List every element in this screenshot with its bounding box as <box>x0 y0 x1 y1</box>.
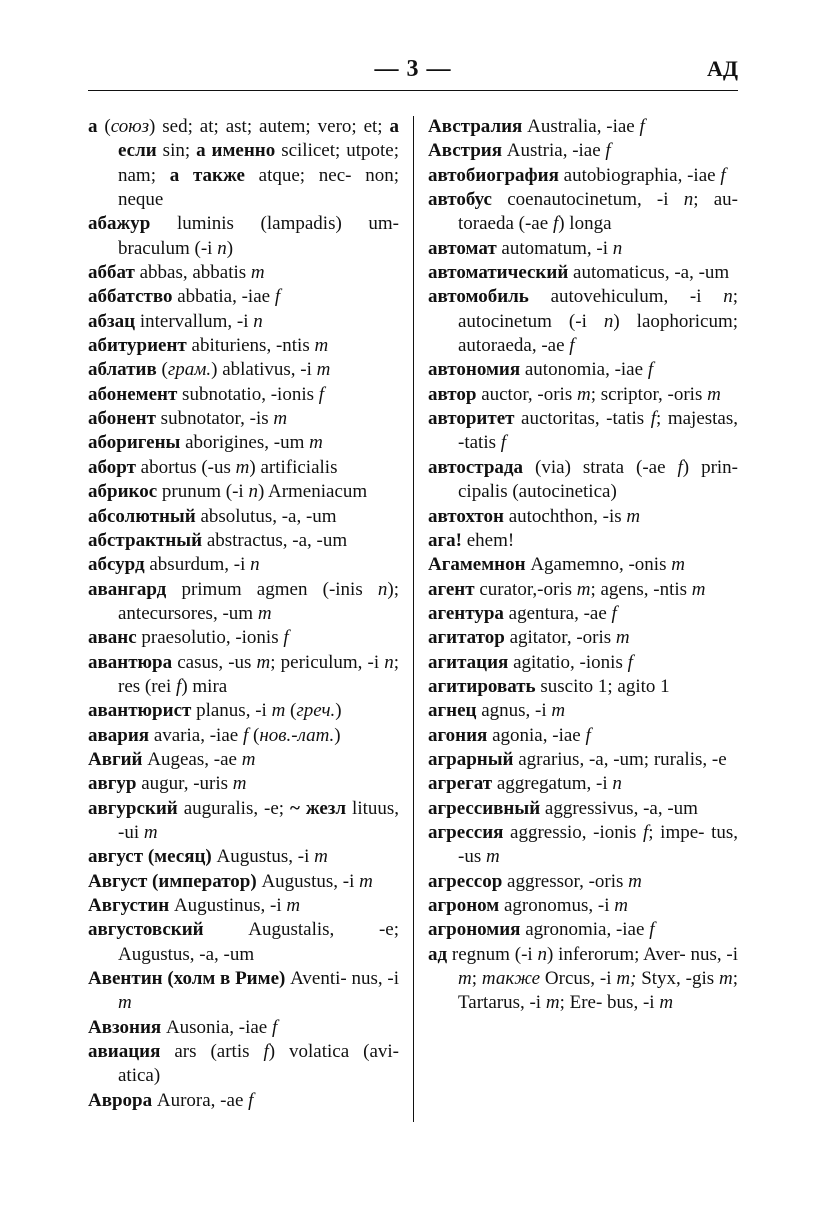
headword: агроном <box>428 895 500 916</box>
headword: авантюра <box>88 651 173 673</box>
headword: авторитет <box>428 408 515 430</box>
translation: (грам.) ablativus, -i m <box>161 359 331 381</box>
headword: агитировать <box>428 675 536 697</box>
headword: автомобиль <box>428 286 529 308</box>
dictionary-entry <box>428 456 738 505</box>
translation: auctoritas, -tatis f; majestas, -tatis f <box>458 408 738 454</box>
headword: агент <box>428 578 475 600</box>
column-divider <box>413 116 414 1122</box>
translation: Ausonia, -iae f <box>165 1016 278 1038</box>
headword: автоматический <box>428 262 569 284</box>
dictionary-entry <box>428 651 738 675</box>
translation: autobiographia, -iae f <box>563 164 726 186</box>
headword: абзац <box>88 310 136 332</box>
headword: автохтон <box>428 505 504 527</box>
headword: Август (император) <box>88 870 257 892</box>
headword: аббат <box>88 262 135 284</box>
dictionary-entry <box>88 480 399 504</box>
dictionary-entry <box>428 772 738 796</box>
dictionary-entry <box>88 383 399 407</box>
translation: (via) strata (-ae f) prin- cipalis (autocinetica) <box>458 456 738 503</box>
dictionary-entry <box>428 602 738 626</box>
translation: Augustinus, -i m <box>173 895 301 916</box>
translation: agonia, -iae f <box>492 724 591 746</box>
dictionary-entry <box>88 699 399 723</box>
translation: ars (artis f) volatica (avi- atica) <box>118 1041 399 1087</box>
dictionary-entry <box>428 529 738 553</box>
dictionary-entry <box>428 748 738 772</box>
headword: автобиография <box>428 164 559 186</box>
headword: агрессивный <box>428 797 541 819</box>
headword: ад <box>428 943 448 965</box>
translation: prunum (-i n) Armeniacum <box>161 481 368 503</box>
right-column <box>428 115 738 1016</box>
translation: absurdum, -i n <box>149 554 260 576</box>
translation: (союз) sed; at; ast; autem; vero; et; а если sin; а именно scilicet; utpote; nam; а также atque; nec- non; neque <box>104 116 400 211</box>
headword: агнец <box>428 700 477 722</box>
headword: а <box>88 116 98 137</box>
translation: luminis (lampadis) um- braculum (-i n) <box>118 213 399 259</box>
translation: agronomia, -iae f <box>525 919 655 941</box>
headword: агония <box>428 724 488 746</box>
headword: абсолютный <box>88 505 196 527</box>
headword: агрегат <box>428 773 493 795</box>
dictionary-entry <box>88 553 399 577</box>
headword: автор <box>428 383 477 405</box>
page-header <box>88 52 738 88</box>
translation: aggressor, -oris m <box>507 870 642 892</box>
header-rule <box>88 90 738 91</box>
headword: аграрный <box>428 748 514 770</box>
translation: abortus (-us m) artificialis <box>140 456 338 478</box>
headword: август (месяц) <box>88 846 212 868</box>
translation: aggressivus, -a, -um <box>544 797 698 819</box>
headword: Августин <box>88 895 170 916</box>
headword: Авентин (холм в Риме) <box>88 968 286 990</box>
translation: abbatia, -iae f <box>177 286 281 308</box>
headword: агрессия <box>428 821 504 843</box>
dictionary-entry <box>88 261 399 285</box>
dictionary-entry <box>88 772 399 796</box>
dictionary-entry <box>88 1040 399 1089</box>
dictionary-entry <box>428 164 738 188</box>
headword: аванс <box>88 627 137 649</box>
dictionary-entry <box>88 845 399 869</box>
translation: subnotatio, -ionis f <box>182 383 325 405</box>
translation: Aventi- nus, -i m <box>118 968 400 1014</box>
headword: авария <box>88 724 150 746</box>
headword: агитация <box>428 651 509 673</box>
dictionary-entry <box>88 651 399 700</box>
dictionary-entry <box>88 212 399 261</box>
translation: abituriens, -ntis m <box>191 335 329 357</box>
headword: Австрия <box>428 140 503 162</box>
dictionary-entry <box>88 748 399 772</box>
translation: Augeas, -ae m <box>147 748 256 770</box>
dictionary-entry <box>428 188 738 237</box>
headword: авиация <box>88 1041 161 1063</box>
dictionary-entry <box>88 724 399 748</box>
headword: абонент <box>88 408 156 430</box>
left-column <box>88 115 399 1113</box>
translation: autochthon, -is m <box>508 505 641 527</box>
dictionary-entry <box>88 529 399 553</box>
dictionary-entry <box>428 237 738 261</box>
dictionary-entry <box>88 1016 399 1040</box>
dictionary-entry <box>428 797 738 821</box>
headword: абонемент <box>88 383 178 405</box>
headword: агитатор <box>428 627 505 649</box>
translation: praesolutio, -ionis f <box>141 627 289 649</box>
translation: Aurora, -ae f <box>156 1089 254 1111</box>
translation: Austria, -iae f <box>506 140 611 162</box>
running-head: АД <box>706 56 738 81</box>
dictionary-entry <box>428 407 738 456</box>
translation: casus, -us m; periculum, -i n; res (rei f) mira <box>118 651 399 697</box>
dictionary-entry <box>428 675 738 699</box>
headword: абажур <box>88 213 151 235</box>
dictionary-entry <box>88 505 399 529</box>
headword: августовский <box>88 919 204 941</box>
translation: curator,-oris m; agens, -ntis m <box>479 578 706 600</box>
translation: avaria, -iae f (нов.-лат.) <box>153 724 341 746</box>
translation: planus, -i m (греч.) <box>196 700 342 722</box>
dictionary-entry <box>88 578 399 627</box>
translation: abstractus, -a, -um <box>206 529 348 551</box>
translation: aggressio, -ionis f; impe- tus, -us m <box>458 821 738 868</box>
dictionary-entry <box>428 626 738 650</box>
headword: аборигены <box>88 432 181 454</box>
headword: абрикос <box>88 481 158 503</box>
dictionary-entry <box>428 894 738 918</box>
dictionary-entry <box>428 943 738 1016</box>
translation: agitator, -oris m <box>509 627 630 649</box>
translation: suscito 1; agito 1 <box>540 675 670 697</box>
translation: Augustalis, -e; Augustus, -a, -um <box>118 919 399 965</box>
headword: абстрактный <box>88 529 203 551</box>
dictionary-entry <box>428 821 738 870</box>
translation: auctor, -oris m; scriptor, -oris m <box>481 383 721 405</box>
translation: regnum (-i n) inferorum; Aver- nus, -i m; также Orcus, -i m; Styx, -gis m; Tartarus, -i m; Ere- bus, -i m <box>451 943 738 1014</box>
dictionary-entry <box>428 139 738 163</box>
translation: intervallum, -i n <box>139 310 263 332</box>
headword: аббатство <box>88 286 173 308</box>
dictionary-entry <box>428 553 738 577</box>
headword: аборт <box>88 456 136 478</box>
dictionary-entry <box>88 334 399 358</box>
translation: agitatio, -ionis f <box>513 651 633 673</box>
headword: Австралия <box>428 116 523 137</box>
translation: agentura, -ae f <box>508 602 617 624</box>
translation: automatum, -i n <box>501 237 623 259</box>
headword: абсурд <box>88 554 145 576</box>
translation: autonomia, -iae f <box>524 359 654 381</box>
dictionary-entry <box>88 358 399 382</box>
headword: авантюрист <box>88 700 192 722</box>
headword: авангард <box>88 578 167 600</box>
translation: autovehiculum, -i n; autocinetum (-i n) laophoricum; autoraeda, -ae f <box>458 286 738 357</box>
headword: авгурский <box>88 797 178 819</box>
dictionary-entry <box>428 724 738 748</box>
translation: ehem! <box>466 529 515 551</box>
translation: Australia, -iae f <box>527 116 645 137</box>
headword: абитуриент <box>88 335 187 357</box>
dictionary-entry <box>88 626 399 650</box>
dictionary-entry <box>428 358 738 382</box>
headword: агрессор <box>428 870 503 892</box>
headword: ага! <box>428 529 462 551</box>
headword: аблатив <box>88 359 157 381</box>
headword: автомат <box>428 237 497 259</box>
dictionary-entry <box>88 1089 399 1113</box>
dictionary-entry <box>428 918 738 942</box>
translation: absolutus, -a, -um <box>200 505 337 527</box>
translation: aggregatum, -i n <box>496 773 622 795</box>
translation: agnus, -i m <box>481 700 566 722</box>
headword: автобус <box>428 189 492 211</box>
dictionary-entry <box>88 407 399 431</box>
translation: automaticus, -a, -um <box>573 262 730 284</box>
dictionary-entry <box>88 918 399 967</box>
dictionary-entry <box>88 870 399 894</box>
dictionary-entry <box>88 894 399 918</box>
headword: Авзония <box>88 1016 162 1038</box>
dictionary-entry <box>88 967 399 1016</box>
dictionary-entry <box>88 310 399 334</box>
headword: агентура <box>428 602 504 624</box>
headword: Аврора <box>88 1089 153 1111</box>
dictionary-entry <box>428 699 738 723</box>
page-number: — 3 — <box>374 56 452 82</box>
dictionary-entry <box>428 870 738 894</box>
translation: augur, -uris m <box>141 773 247 795</box>
dictionary-entry <box>428 505 738 529</box>
dictionary-entry <box>428 285 738 358</box>
dictionary-entry <box>88 456 399 480</box>
headword: агрономия <box>428 919 521 941</box>
dictionary-entry <box>88 115 399 212</box>
translation: Augustus, -i m <box>216 846 328 868</box>
translation: subnotator, -is m <box>160 408 288 430</box>
headword: автономия <box>428 359 521 381</box>
translation: agrarius, -a, -um; ruralis, -e <box>518 748 727 770</box>
dictionary-entry <box>428 115 738 139</box>
headword: Авгий <box>88 748 143 770</box>
dictionary-entry <box>88 431 399 455</box>
translation: coenautocinetum, -i n; au- toraeda (-ae f) longa <box>458 189 738 235</box>
translation: abbas, abbatis m <box>139 262 265 284</box>
translation: auguralis, -e; ~ жезл lituus, -ui m <box>118 797 400 843</box>
dictionary-entry <box>88 797 399 846</box>
translation: aborigines, -um m <box>185 432 323 454</box>
headword: автострада <box>428 456 524 478</box>
translation: agronomus, -i m <box>503 895 629 916</box>
translation: Agamemno, -onis m <box>530 554 685 576</box>
headword: Агамемнон <box>428 554 526 576</box>
dictionary-entry <box>428 261 738 285</box>
dictionary-entry <box>428 383 738 407</box>
dictionary-entry <box>88 285 399 309</box>
translation: primum agmen (-inis n); antecursores, -um m <box>118 578 400 624</box>
translation: Augustus, -i m <box>261 870 373 892</box>
dictionary-entry <box>428 578 738 602</box>
headword: авгур <box>88 773 137 795</box>
